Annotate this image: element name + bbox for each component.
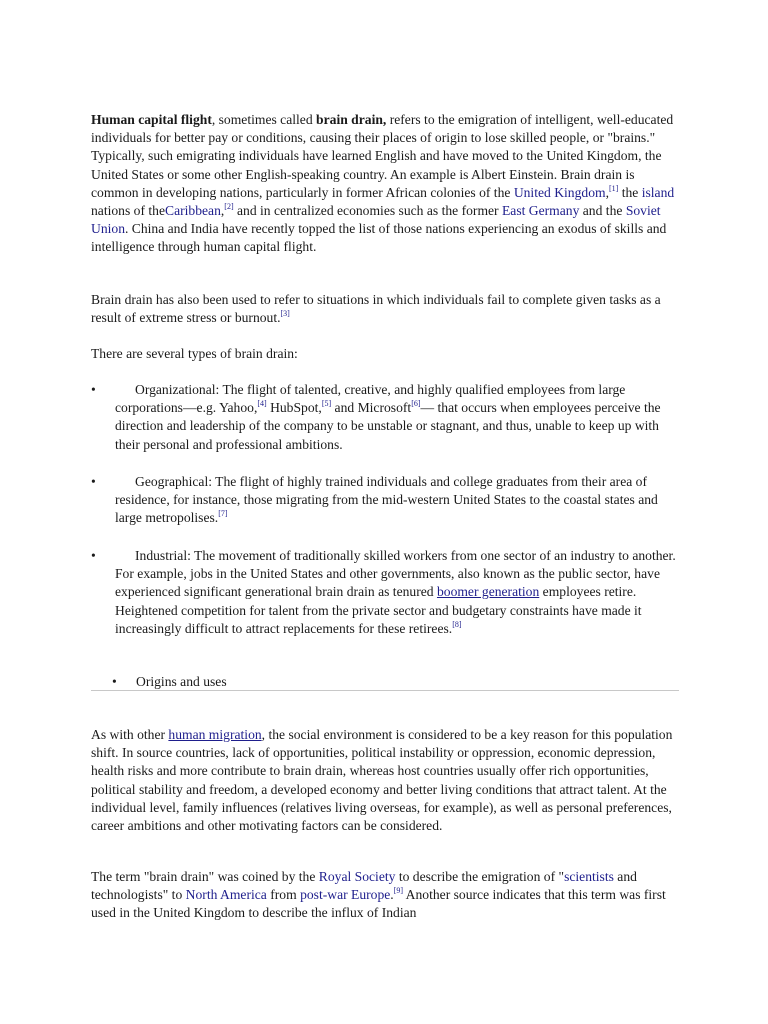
text: .	[390, 887, 394, 903]
citation-6[interactable]: [6]	[411, 399, 421, 409]
text: Geographical: The flight of highly trained individuals and college graduates from their area of residence, for instance, those migrating from the mid-western United States to the coastal states and large metropolises.	[115, 474, 658, 526]
list-item-geographical	[91, 473, 681, 528]
intro-paragraph	[91, 111, 681, 257]
types-intro: There are several types of brain drain:	[91, 346, 298, 361]
link-east-germany[interactable]: East Germany	[501, 203, 580, 219]
bullet-icon: •	[91, 382, 96, 397]
bullet-icon: •	[91, 474, 96, 489]
link-united-kingdom[interactable]: United Kingdom	[513, 184, 606, 200]
text: . China and India have recently topped the list of those nations experiencing an exodus of skills and intelligence through human capital flight.	[91, 221, 667, 255]
text: , the social environment is considered to be a key reason for this population shift. In source countries, lack of opportunities, political instability or oppression, economic depression, health risks and more contribute to brain drain, whereas host countries usually offer rich opportunities, political stability and freedom, a developed economy and better living conditions that attract talent. At the individual level, family influences (relatives living overseas, for example), as well as personal preferences, career ambitions and other motivating factors can be considered.	[91, 727, 673, 834]
link-soviet-union[interactable]: Soviet Union	[91, 203, 661, 237]
text: the	[618, 184, 642, 200]
text: Organizational: The flight of talented, creative, and highly qualified employees from large corporations—e.g. Yahoo,	[115, 382, 626, 416]
term-brain-drain: brain drain,	[316, 112, 387, 127]
citation-4[interactable]: [4]	[257, 399, 267, 409]
text: Brain drain has also been used to refer to situations in which individuals fail to complete given tasks as a result of extreme stress or burnout.	[91, 292, 661, 326]
text: nations of the	[91, 203, 165, 219]
text: and in centralized economies such as the former	[233, 203, 502, 219]
citation-9[interactable]: [9]	[393, 886, 404, 896]
origins-label: Origins and uses	[136, 674, 227, 689]
text: and the	[579, 203, 626, 219]
text: employees retire. Heightened competition for talent from the private sector and budgetary constraints have made it increasingly difficult to attract replacements for these retirees.	[115, 584, 642, 636]
term-origin-paragraph	[91, 868, 681, 923]
types-list	[91, 473, 681, 528]
citation-8[interactable]: [8]	[452, 619, 462, 629]
link-human-migration[interactable]: human migration	[168, 727, 262, 742]
link-royal-society[interactable]: Royal Society	[318, 869, 396, 884]
list-item-organizational	[91, 381, 681, 454]
text: and Microsoft	[331, 400, 412, 416]
link-post-war-europe[interactable]: post-war Europe	[300, 887, 391, 903]
text: from	[266, 887, 301, 903]
term-human-capital-flight: Human capital flight	[91, 112, 212, 127]
text: to describe the emigration of "	[395, 869, 565, 884]
list-item-industrial	[91, 547, 681, 638]
migration-paragraph	[91, 726, 681, 835]
link-north-america[interactable]: North America	[185, 887, 267, 903]
stress-paragraph	[91, 291, 681, 327]
bullet-icon: •	[91, 548, 96, 563]
text: Industrial: The movement of traditionally skilled workers from one sector of an industry to another. For example, jobs in the United States and other governments, also known as the public sector, have experienced significant generational brain drain as tenured	[115, 548, 676, 600]
bullet-icon: •	[112, 674, 117, 689]
citation-3[interactable]: [3]	[280, 309, 290, 319]
link-boomer-generation[interactable]: boomer generation	[436, 584, 540, 600]
text: ,	[605, 184, 609, 200]
text: ,	[220, 203, 225, 219]
origins-heading	[112, 673, 227, 691]
text: and technologists" to	[91, 869, 637, 903]
link-caribbean[interactable]: Caribbean	[165, 203, 221, 219]
citation-5[interactable]: [5]	[321, 399, 332, 409]
types-list	[91, 547, 681, 638]
link-island[interactable]: island	[641, 184, 675, 200]
text: — that occurs when employees perceive the direction and leadership of the company to be unstable or stagnant, and thus, unable to keep up with their personal and professional ambitions.	[115, 400, 661, 452]
citation-7[interactable]: [7]	[218, 509, 228, 519]
citation-2[interactable]: [2]	[224, 202, 234, 212]
text: Another source indicates that this term was first used in the United Kingdom to describe the influx of Indian	[91, 887, 666, 921]
section-divider	[91, 690, 679, 691]
text: refers to the emigration of intelligent, well-educated individuals for better pay or conditions, causing their places of origin to lose skilled people, or "brains." Typically, such emigrating individuals have learned English and have moved to the United Kingdom, the United States or some other English-speaking country. An example is Albert Einstein. Brain drain is common in developing nations, particularly in former African colonies of the	[91, 112, 674, 200]
text: , sometimes called	[211, 112, 317, 127]
citation-1[interactable]: [1]	[608, 183, 619, 193]
text: As with other	[91, 727, 169, 742]
text: The term "brain drain" was coined by the	[91, 869, 319, 884]
types-list	[91, 381, 681, 454]
text: HubSpot,	[266, 400, 322, 416]
link-scientists[interactable]: scientists	[564, 869, 614, 884]
